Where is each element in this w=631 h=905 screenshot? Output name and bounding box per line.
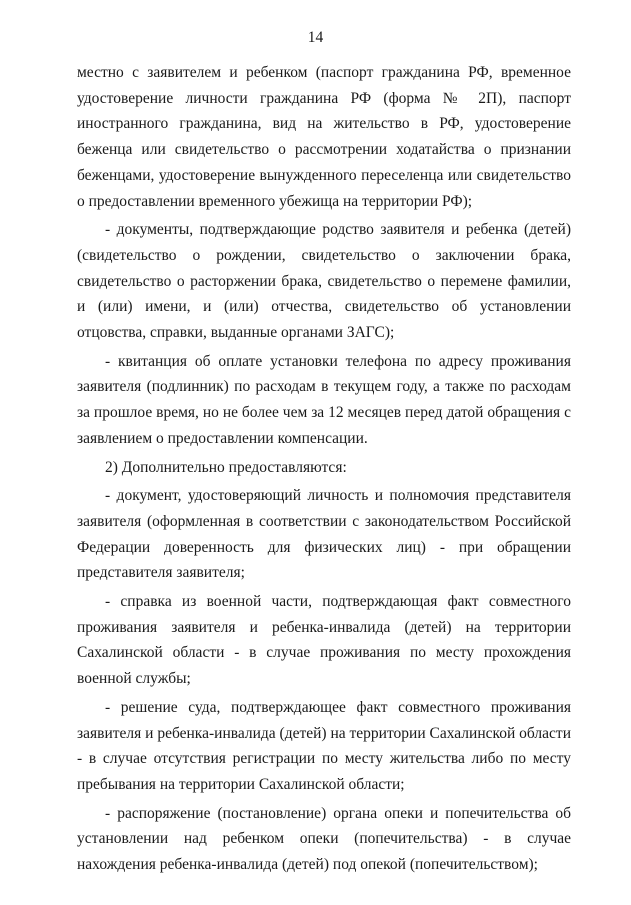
paragraph-additional-heading: 2) Дополнительно предоставляются: [105, 458, 347, 476]
paragraph-court-decision: - решение суда, подтверждающее факт совместного проживания заявителя и ребенка-инвалида (детей) на территории Сахалинской области - в случае отсутствия регистрации по месту жительства либо по месту пребывания на территории Сахалинской области; [77, 698, 571, 793]
paragraph-kinship-documents: - документы, подтверждающие родство заявителя и ребенка (детей) (свидетельство о рождении, свидетельство о заключении брака, свидетельство о расторжении брака, свидетельство о перемене фамилии, и (или) имени, и (или) отчества, свидетельство об установлении отцовства, справки, выданные органами ЗАГС); [77, 221, 571, 342]
paragraph-identity-documents-continued: местно с заявителем и ребенком (паспорт гражданина РФ, временное удостоверение личности гражданина РФ (форма № 2П), паспорт иностранного гражданина, вид на жительство в РФ, удостоверение беженца или свидетельство о рассмотрении ходатайства о признании беженцами, удостоверение вынужденного переселенца или свидетельство о предоставлении временного убежища на территории РФ); [77, 64, 571, 210]
document-body [77, 60, 571, 881]
paragraph-representative-document: - документ, удостоверяющий личность и полномочия представителя заявителя (оформленная в соответствии с законодательством Российской Федерации доверенность для физических лиц) - при обращении представителя заявителя; [77, 487, 571, 582]
page-number: 14 [307, 29, 324, 46]
paragraph-guardianship-order: - распоряжение (постановление) органа опеки и попечительства об установлении над ребенком опеки (попечительства) - в случае нахождения ребенка-инвалида (детей) под опекой (попечительством); [77, 804, 571, 874]
paragraph-military-certificate: - справка из военной части, подтверждающая факт совместного проживания заявителя и ребенка-инвалида (детей) на территории Сахалинской области - в случае проживания по месту прохождения военной службы; [77, 593, 571, 688]
paragraph-phone-receipt: - квитанция об оплате установки телефона по адресу проживания заявителя (подлинник) по расходам в текущем году, а также по расходам за прошлое время, но не более чем за 12 месяцев перед датой обращения с заявлением о предоставлении компенсации. [77, 352, 571, 447]
